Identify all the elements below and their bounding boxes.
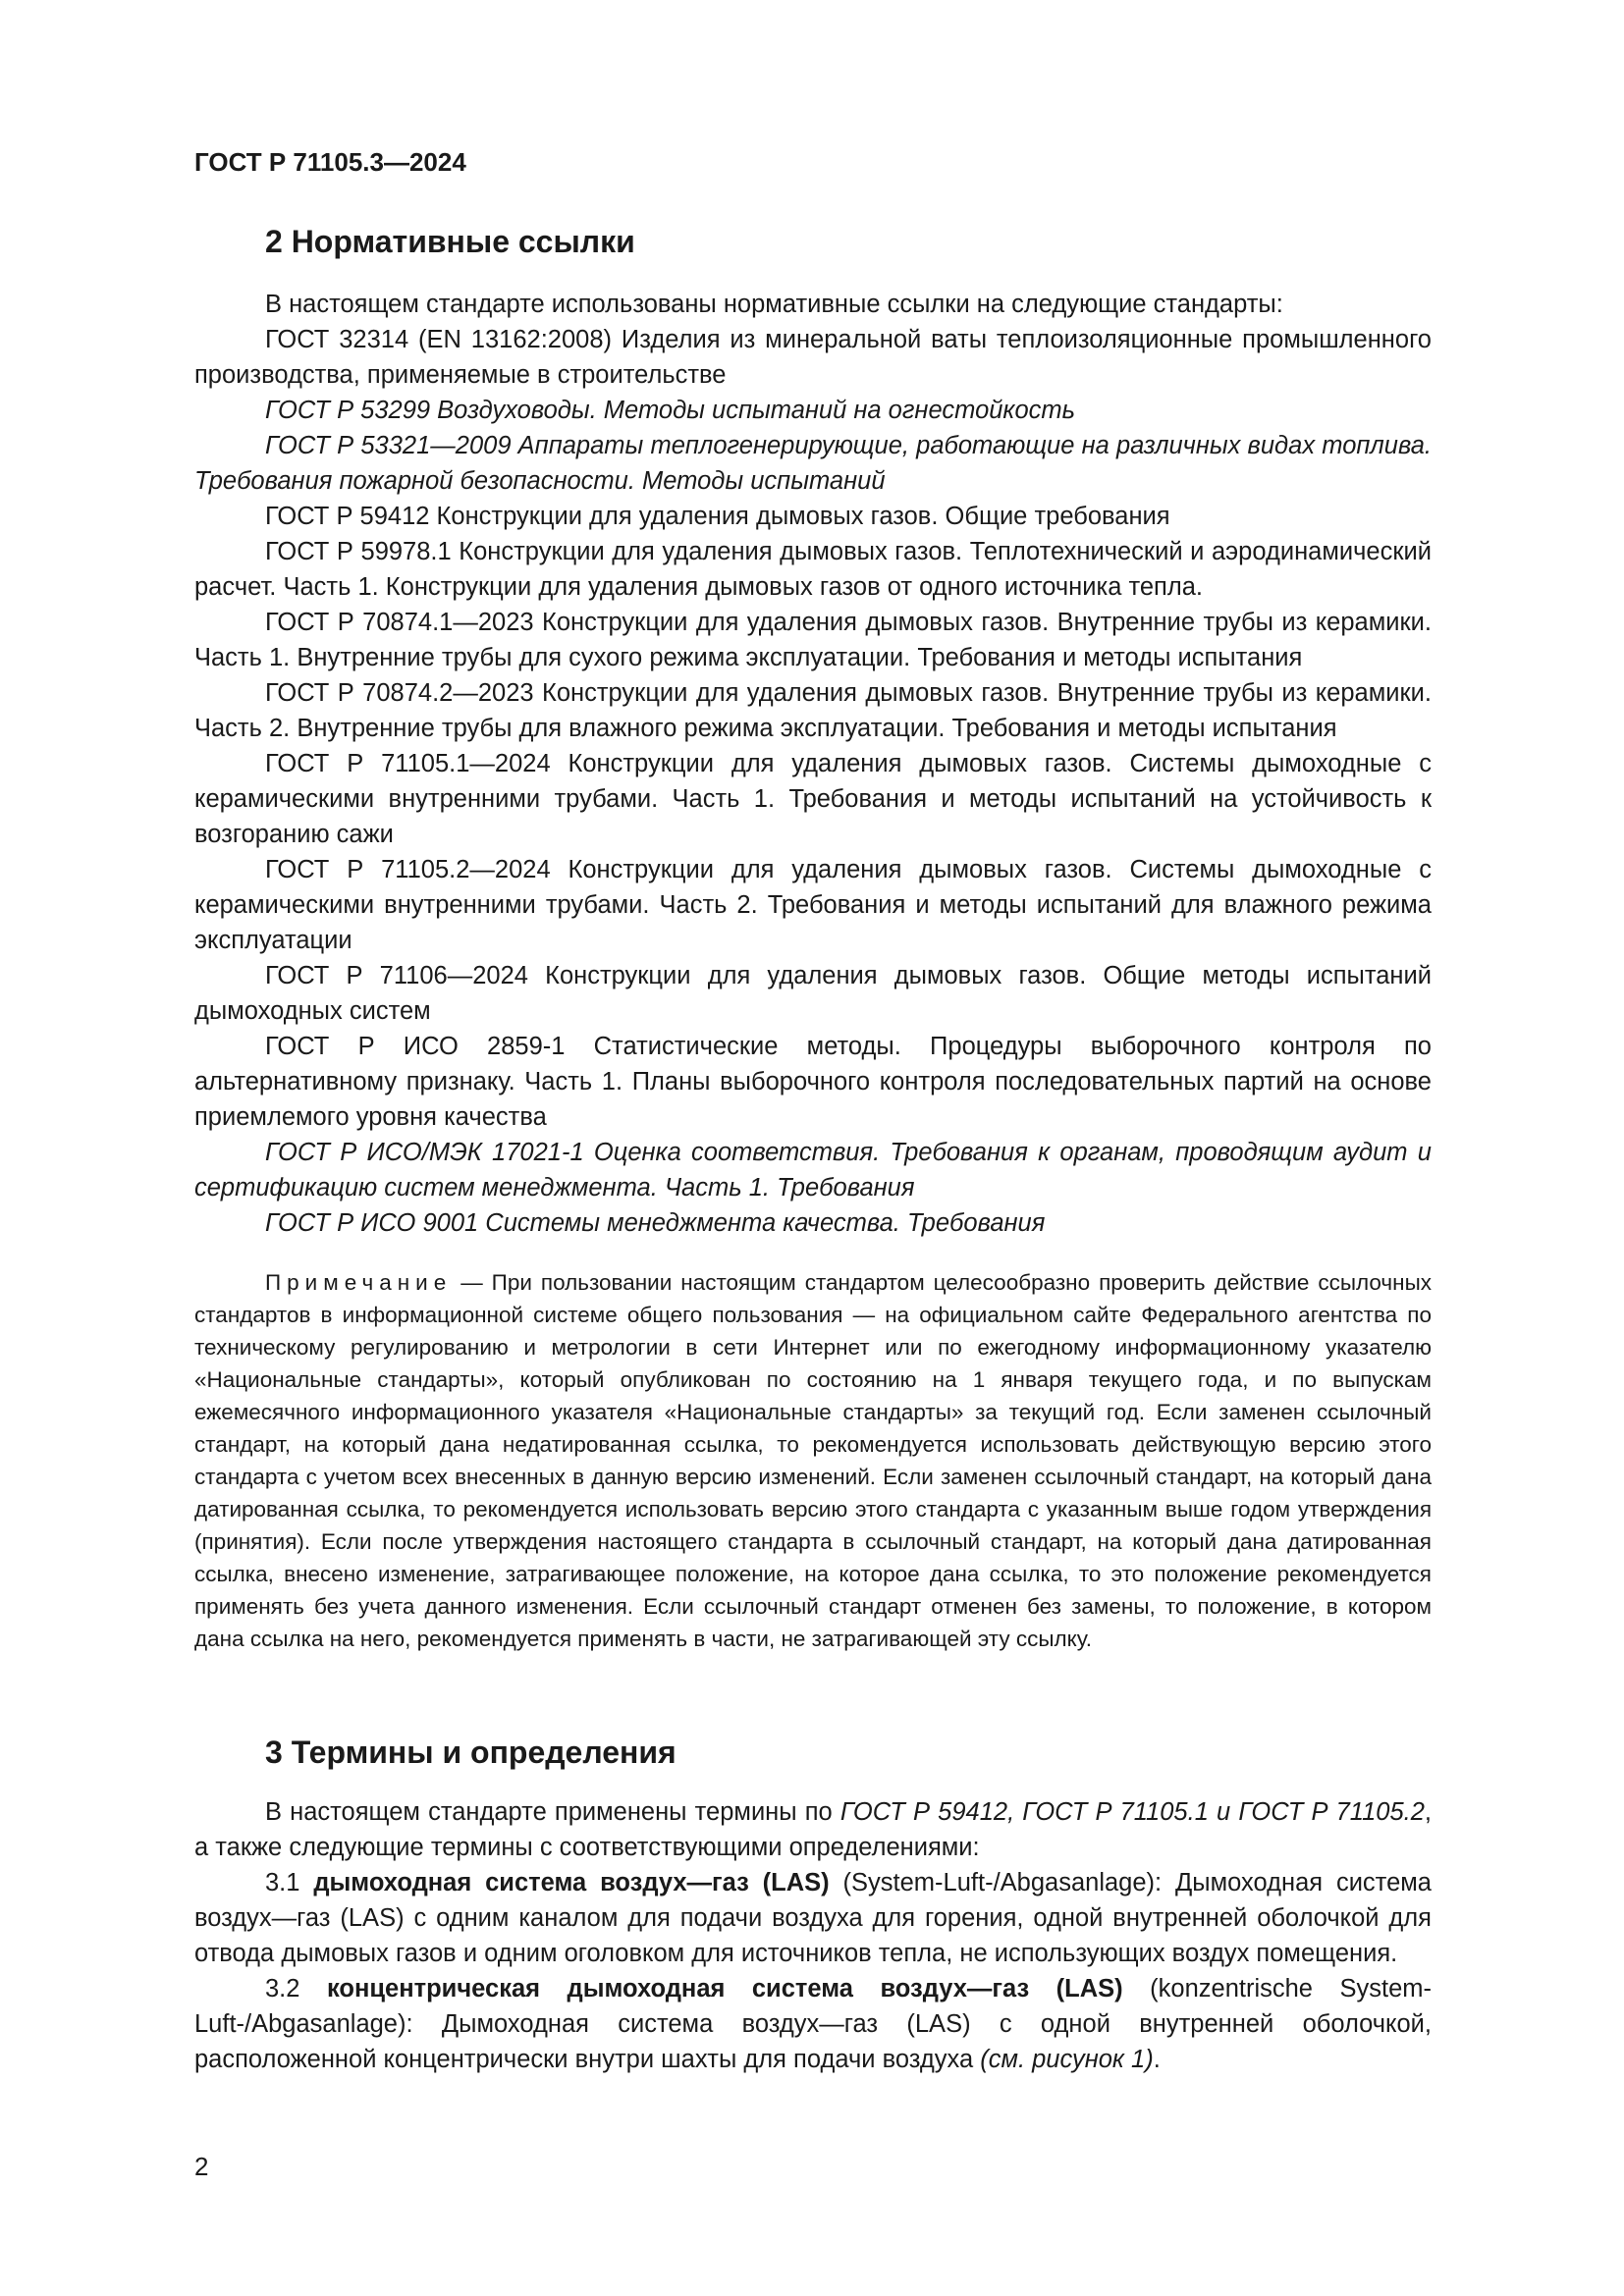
page-number: 2 [194,2152,209,2181]
term-3-2: 3.2 концентрическая дымоходная система воздух—газ (LAS) (konzentrische System-Luft-/Abgasanlage): Дымоходная система воздух—газ (LAS) с одной внутренней оболочкой, расположенной концентрически внутри шахты для подачи воздуха (см. рисунок 1). [194,1975,1432,2073]
reference-item: ГОСТ Р ИСО 2859-1 Статистические методы. Процедуры выборочного контроля по альтернативному признаку. Часть 1. Планы выборочного контроля последовательных партий на основе приемлемого уровня качества [194,1033,1432,1131]
term-3-1: 3.1 дымоходная система воздух—газ (LAS) (System-Luft-/Abgasanlage): Дымоходная система воздух—газ (LAS) с одним каналом для подачи воздуха для горения, одной внутренней оболочкой для отвода дымовых газов и одним оголовком для источников тепла, не использующих воздух помещения. [194,1869,1432,1967]
section-2-heading: 2 Нормативные ссылки [265,224,635,259]
reference-item: ГОСТ 32314 (EN 13162:2008) Изделия из минеральной ваты теплоизоляционные промышленного производства, применяемые в строительстве [194,326,1432,389]
section-2-intro: В настоящем стандарте использованы нормативные ссылки на следующие стандарты: [265,291,1283,318]
reference-item: ГОСТ Р 71105.1—2024 Конструкции для удаления дымовых газов. Системы дымоходные с керамическими внутренними трубами. Часть 1. Требования и методы испытаний на устойчивость к возгоранию сажи [194,750,1432,848]
reference-item: ГОСТ Р 59412 Конструкции для удаления дымовых газов. Общие требования [265,503,1170,530]
reference-item: ГОСТ Р ИСО 9001 Системы менеджмента качества. Требования [265,1209,1046,1237]
section-3-intro: В настоящем стандарте применены термины по ГОСТ Р 59412, ГОСТ Р 71105.1 и ГОСТ Р 71105.2, а также следующие термины с соответствующими определениями: [194,1798,1432,1861]
reference-item: ГОСТ Р ИСО/МЭК 17021-1 Оценка соответствия. Требования к органам, проводящим аудит и сертификацию систем менеджмента. Часть 1. Требования [194,1139,1432,1201]
term-name: концентрическая дымоходная система воздух—газ (LAS) [326,1975,1123,2002]
section-3-heading: 3 Термины и определения [265,1735,677,1770]
reference-item: ГОСТ Р 53299 Воздуховоды. Методы испытаний на огнестойкость [265,397,1076,424]
term-name: дымоходная система воздух—газ (LAS) [313,1869,830,1896]
reference-item: ГОСТ Р 71105.2—2024 Конструкции для удаления дымовых газов. Системы дымоходные с керамическими внутренними трубами. Часть 2. Требования и методы испытаний для влажного режима эксплуатации [194,856,1432,954]
reference-item: ГОСТ Р 59978.1 Конструкции для удаления дымовых газов. Теплотехнический и аэродинамический расчет. Часть 1. Конструкции для удаления дымовых газов от одного источника тепла. [194,538,1432,601]
document-code: ГОСТ Р 71105.3—2024 [194,147,466,177]
reference-item: ГОСТ Р 53321—2009 Аппараты теплогенерирующие, работающие на различных видах топлива. Требования пожарной безопасности. Методы испытаний [194,432,1432,495]
note-text: — При пользовании настоящим стандартом целесообразно проверить действие ссылочных стандартов в информационной системе общего пользования — на официальном сайте Федерального агентства по техническому регулированию и метрологии в сети Интернет или по ежегодному информационному указателю «Национальные стандарты», который опубликован по состоянию на 1 января текущего года, и по выпускам ежемесячного информационного указателя «Национальные стандарты» за текущий год. Если заменен ссылочный стандарт, на который дана недатированная ссылка, то рекомендуется использовать действующую версию этого стандарта с учетом всех внесенных в данную версию изменений. Если заменен ссылочный стандарт, на который дана датированная ссылка, то рекомендуется использовать версию этого стандарта с указанным выше годом утверждения (принятия). Если после утверждения настоящего стандарта в ссылочный стандарт, на который дана датированная ссылка, внесено изменение, затрагивающее положение, на которое дана ссылка, то это положение рекомендуется применять без учета данного изменения. Если ссылочный стандарт отменен без замены, то положение, в котором дана ссылка на него, рекомендуется применять в части, не затрагивающей эту ссылку. [194,1270,1432,1651]
figure-reference: (см. рисунок 1) [980,2046,1154,2073]
reference-item: ГОСТ Р 70874.2—2023 Конструкции для удаления дымовых газов. Внутренние трубы из керамики. Часть 2. Внутренние трубы для влажного режима эксплуатации. Требования и методы испытания [194,679,1432,742]
reference-note [194,1266,1432,1655]
reference-item: ГОСТ Р 71106—2024 Конструкции для удаления дымовых газов. Общие методы испытаний дымоходных систем [194,962,1432,1025]
reference-item: ГОСТ Р 70874.1—2023 Конструкции для удаления дымовых газов. Внутренние трубы из керамики. Часть 1. Внутренние трубы для сухого режима эксплуатации. Требования и методы испытания [194,609,1432,671]
note-label: Примечание [265,1270,453,1295]
